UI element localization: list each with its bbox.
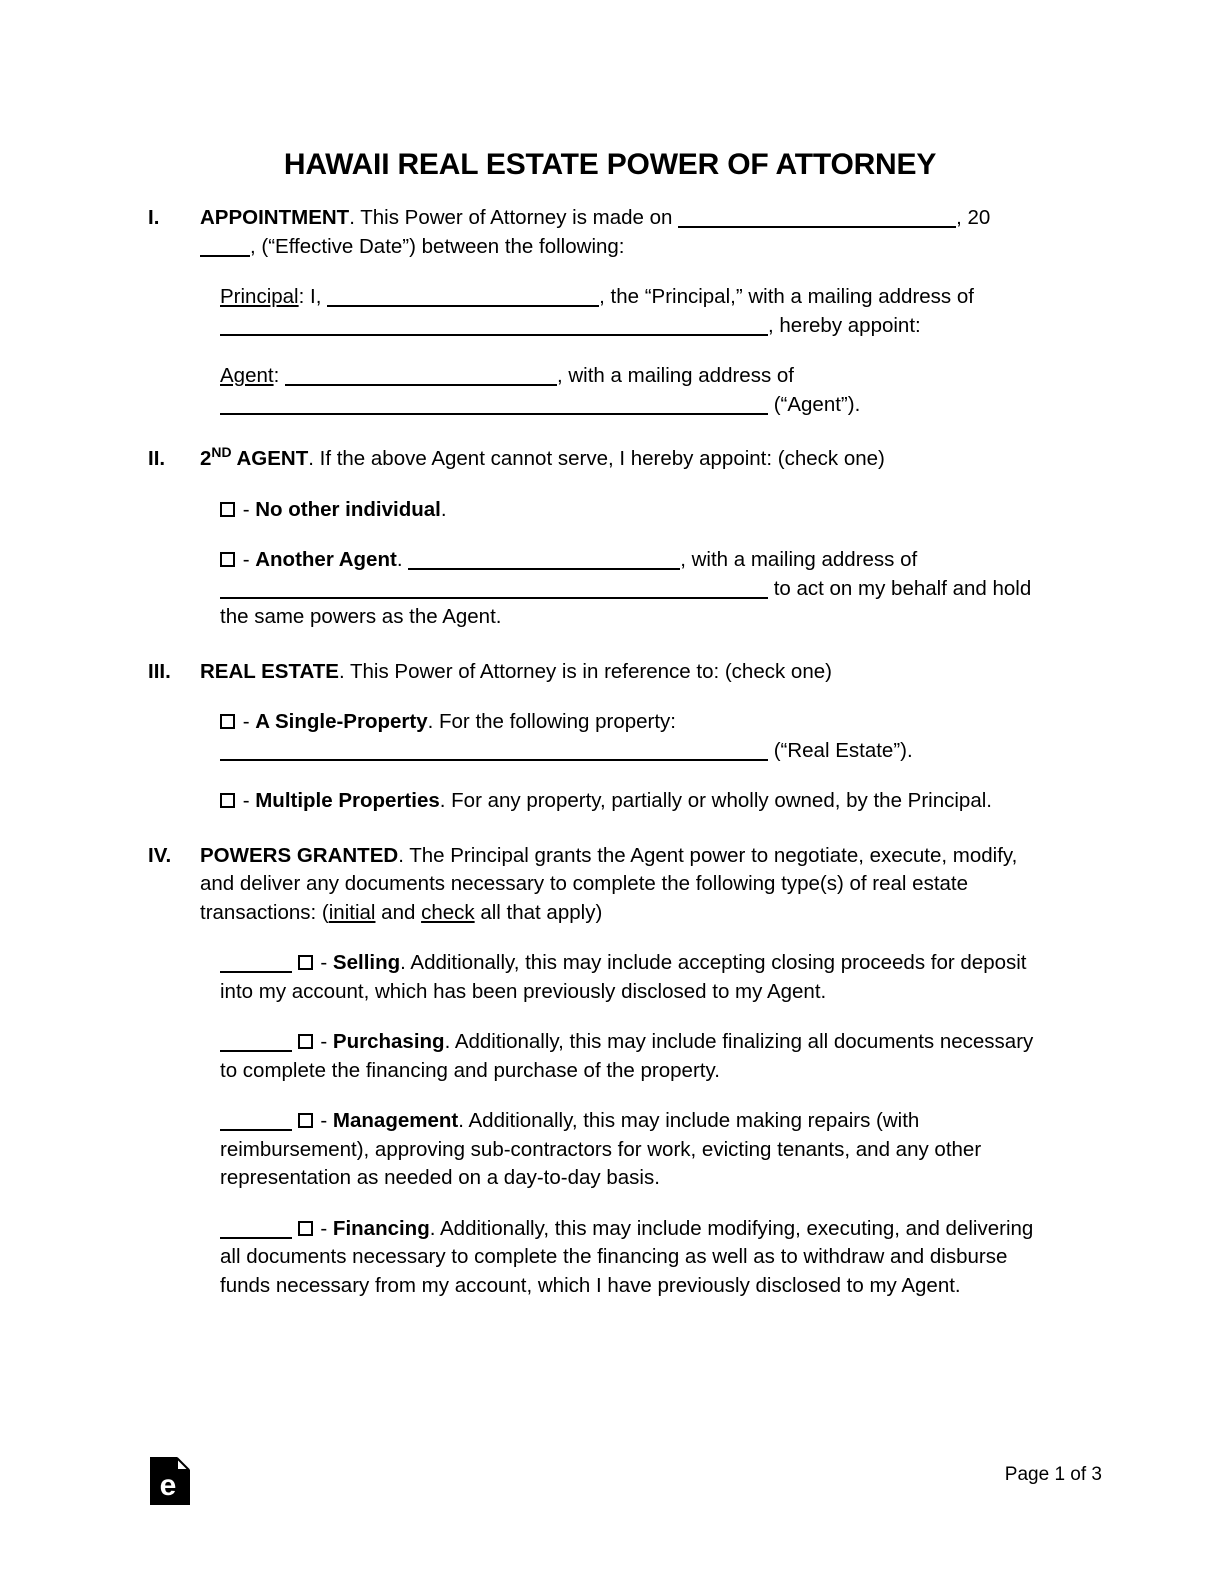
spacer [148,524,1038,546]
spacer [148,340,1038,362]
option-label-single-property: A Single-Property [255,710,428,733]
checkbox-another-agent[interactable] [220,552,235,567]
checkbox-selling[interactable] [298,955,313,970]
checkbox-single-property[interactable] [220,714,235,729]
agent-block [220,362,1038,419]
section-appointment [148,204,1038,261]
agent-text-2: , with a mailing address of [556,364,794,387]
section-powers-granted-text-1: . The Principal grants the Agent power to negotiate, execute, modify, and deliver any documents necessary to complete the following type(s) of real estate transactions: ( [200,843,1018,924]
initial-blank-selling[interactable] [220,971,292,973]
power-item-selling[interactable]: - Selling. Additionally, this may include accepting closing proceeds for deposit into my account, which has been previously disclosed to my Agent. [220,951,1027,1003]
document-body [148,204,1038,1300]
section-numeral-iii: III. [148,659,171,683]
section-powers-granted-text-2: all that apply) [474,900,603,924]
option-text-another-agent-1: . [396,548,409,571]
spacer [148,419,1038,445]
checkbox-no-other-individual[interactable] [220,502,235,517]
section-second-agent-heading-pre: 2 [200,447,212,470]
spacer [148,474,1038,496]
second-agent-option-none[interactable]: - No other individual. [220,496,1038,525]
initial-blank-purchasing[interactable] [220,1050,292,1052]
section-real-estate-text-1: . This Power of Attorney is in reference to: (check one) [338,659,832,683]
power-label-management: Management [332,1109,459,1132]
checkbox-management[interactable] [298,1113,313,1128]
spacer [148,632,1038,658]
second-agent-address-blank[interactable] [220,597,768,599]
principal-block [220,283,1038,340]
section-powers-granted-body [200,842,1038,928]
power-label-financing: Financing [332,1216,430,1240]
powers-initial-word: initial [328,900,376,924]
section-powers-granted [148,842,1038,928]
section-real-estate-body [200,658,1038,687]
page-title: HAWAII REAL ESTATE POWER OF ATTORNEY [283,148,937,181]
section-appointment-text-2: , 20 [956,206,991,229]
effective-year-blank[interactable] [200,255,250,257]
agent-text-3: (“Agent”). [768,392,861,416]
power-item-purchasing[interactable]: - Purchasing. Additionally, this may include finalizing all documents necessary to complete the financing and purchase of the property. [220,1030,1034,1082]
agent-name-blank[interactable] [285,384,557,386]
power-text-financing: . Additionally, this may include modifying, executing, and delivering all documents necessary to complete the financing as well as to withdraw and disburse funds necessary from my account, which I have previously disclosed to my Agent. [220,1216,1034,1297]
agent-address-blank[interactable] [220,413,768,415]
checkbox-financing[interactable] [298,1221,313,1236]
option-label-multiple-properties: Multiple Properties [255,789,440,812]
section-second-agent-body [200,445,1038,474]
section-second-agent-heading-post: AGENT [231,447,309,470]
checkbox-purchasing[interactable] [298,1034,313,1049]
second-agent-option-another[interactable]: - Another Agent. , with a mailing address of to act on my behalf and hold the same powers as the Agent. [220,548,1032,628]
powers-and-word: and [375,900,422,924]
option-text-another-agent-3: to act on my behalf and hold the same powers as the Agent. [220,576,1032,628]
single-property-blank[interactable] [220,759,768,761]
eforms-logo-icon[interactable] [150,1457,190,1505]
option-text-multiple-properties: . For any property, partially or wholly owned, by the Principal. [439,789,992,812]
option-text-single-property-1: . For the following property: [427,710,677,733]
power-label-selling: Selling [332,951,401,974]
initial-blank-financing[interactable] [220,1237,292,1239]
section-numeral-iv: IV. [148,843,172,867]
page-number: Page 1 of 3 [1004,1464,1102,1485]
initial-blank-management[interactable] [220,1129,292,1131]
option-label-no-other-individual: No other individual [255,497,441,521]
power-text-selling: . Additionally, this may include accepting closing proceeds for deposit into my account, which has been previously disclosed to my Agent. [220,951,1027,1003]
principal-address-blank[interactable] [220,334,768,336]
section-second-agent [148,445,1038,474]
spacer [148,1193,1038,1215]
option-text-no-other-individual: . [440,497,447,521]
section-second-agent-heading-sup: ND [211,444,232,461]
section-real-estate-heading: REAL ESTATE [200,659,339,683]
power-text-purchasing: . Additionally, this may include finalizing all documents necessary to complete the financing and purchase of the property. [220,1030,1034,1082]
power-text-management: . Additionally, this may include making repairs (with reimbursement), approving sub-contractors for work, evicting tenants, and any other representation as needed on a day-to-day basis. [220,1109,982,1189]
spacer [148,1006,1038,1028]
option-label-another-agent: Another Agent [255,548,397,571]
spacer [148,927,1038,949]
principal-text-3: , hereby appoint: [768,313,921,337]
real-estate-option-single[interactable]: - A Single-Property. For the following property: (“Real Estate”). [220,708,1038,765]
checkbox-multiple-properties[interactable] [220,793,235,808]
principal-text-1: : I, [298,285,328,308]
section-appointment-body [200,204,1038,261]
section-appointment-text-1: . This Power of Attorney is made on [349,206,679,229]
power-item-financing[interactable]: - Financing. Additionally, this may include modifying, executing, and delivering all documents necessary to complete the financing as well as to withdraw and disburse funds necessary from my account, which I have previously disclosed to my Agent. [220,1216,1034,1297]
second-agent-name-blank[interactable] [408,568,680,570]
section-appointment-heading: APPOINTMENT [200,206,350,229]
spacer [148,261,1038,283]
principal-text-2: , the “Principal,” with a mailing address of [599,285,974,308]
spacer [148,686,1038,708]
option-text-single-property-2: (“Real Estate”). [768,738,913,762]
power-label-purchasing: Purchasing [332,1030,445,1053]
agent-text-1: : [273,364,285,387]
spacer [148,1085,1038,1107]
principal-name-blank[interactable] [327,305,599,307]
real-estate-option-multiple[interactable]: - Multiple Properties. For any property, partially or wholly owned, by the Principal. [220,787,1038,816]
powers-check-word: check [421,900,475,924]
spacer [148,816,1038,842]
power-item-management[interactable]: - Management. Additionally, this may include making repairs (with reimbursement), approving sub-contractors for work, evicting tenants, and any other representation as needed on a day-to-day basis. [220,1109,982,1189]
effective-date-blank[interactable] [678,226,956,228]
principal-label: Principal [220,285,299,308]
option-text-another-agent-2: , with a mailing address of [680,548,918,571]
spacer [148,765,1038,787]
section-real-estate [148,658,1038,687]
section-powers-granted-heading: POWERS GRANTED [200,843,399,867]
agent-label: Agent [220,364,274,387]
section-appointment-text-3: , (“Effective Date”) between the following: [250,234,625,258]
svg-text:e: e [159,1469,177,1502]
section-numeral-ii: II. [148,447,166,470]
section-numeral-i: I. [148,206,160,229]
section-second-agent-text-1: . If the above Agent cannot serve, I hereby appoint: (check one) [308,447,885,470]
